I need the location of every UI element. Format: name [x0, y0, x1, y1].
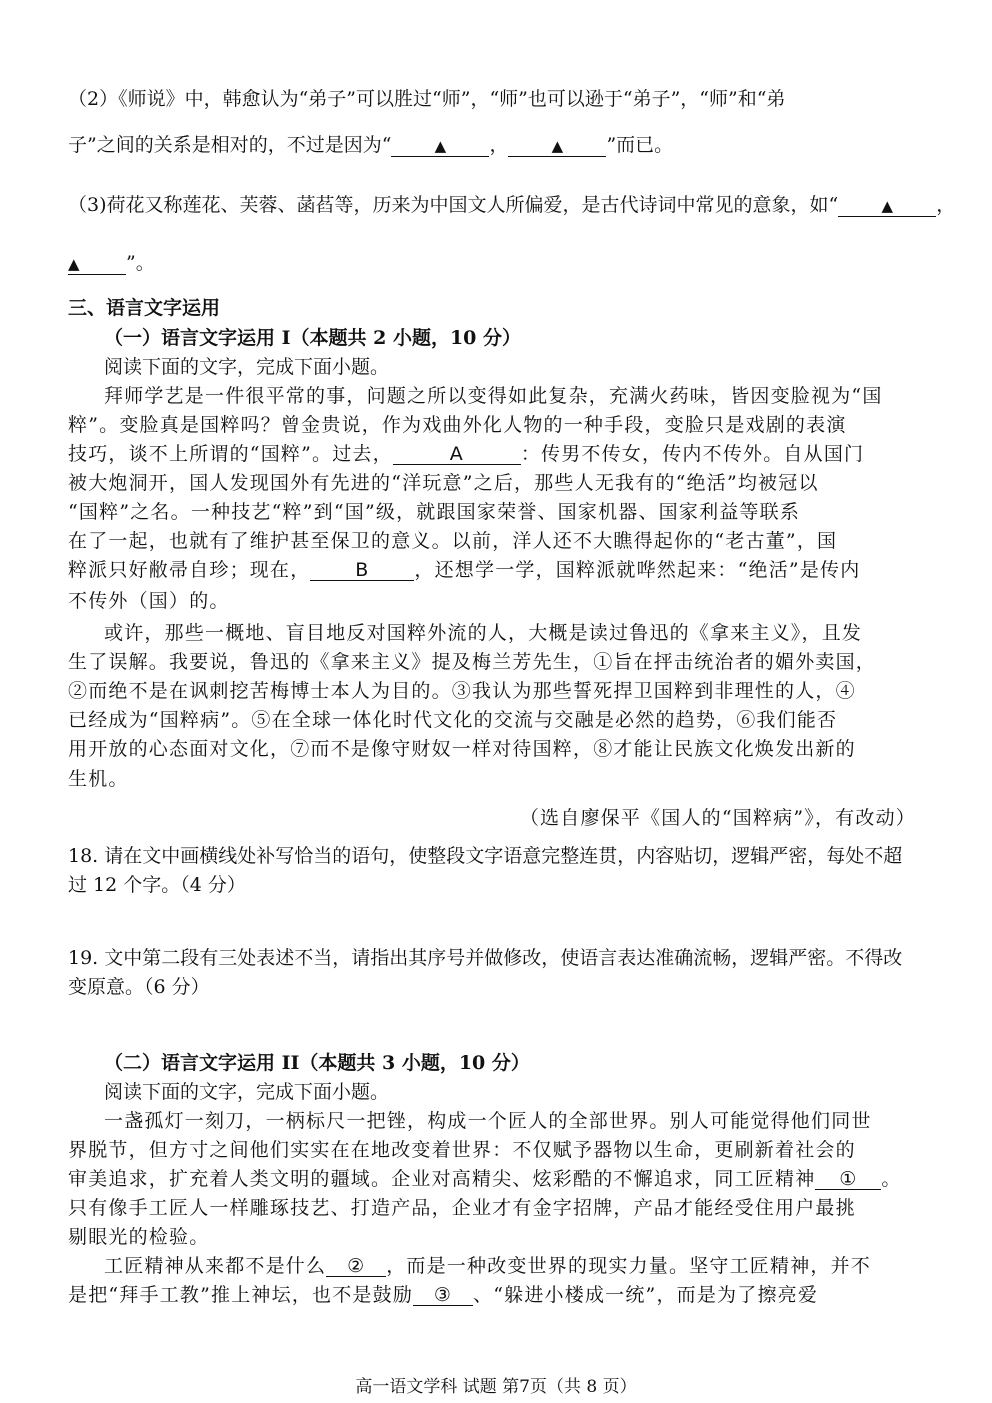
passage-line [68, 1166, 902, 1192]
blank-2[interactable]: ② [326, 1256, 386, 1277]
q3-text-end2: ”。 [126, 252, 155, 274]
section-title: 三、语言文字运用 [68, 297, 221, 319]
q19-line2: 变原意。（6 分） [68, 976, 210, 998]
passage-line [68, 441, 864, 467]
part2-title: （二）语言文字运用 II（本题共 3 小题，10 分） [104, 1052, 530, 1074]
passage-text: 、“躲进小楼成一统”，而是为了擦亮爱 [473, 1284, 819, 1306]
passage-line: 粹”。变脸真是国粹吗？曾金贵说，作为戏曲外化人物的一种手段，变脸只是戏剧的表演 [68, 414, 847, 436]
passage-text: 技巧，谈不上所谓的“国粹”。过去， [68, 443, 393, 465]
passage-line: 不传外（国）的。 [68, 590, 230, 612]
instruction-2: 阅读下面的文字，完成下面小题。 [104, 1081, 390, 1103]
passage-text: 。 [881, 1168, 902, 1190]
q18-line2: 过 12 个字。（4 分） [68, 874, 246, 896]
passage-line [68, 557, 860, 583]
passage-line: 生了误解。我要说，鲁迅的《拿来主义》提及梅兰芳先生，①旨在抨击统治者的媚外卖国， [68, 651, 877, 673]
passage-line: 生机。 [68, 768, 129, 790]
passage-line: 拜师学艺是一件很平常的事，问题之所以变得如此复杂，充满火药味，皆因变脸视为“国 [104, 385, 883, 407]
answer-blank-3[interactable]: ▲ [838, 195, 936, 217]
passage-line: 只有像手工匠人一样雕琢技艺、打造产品，企业才有金字招牌，产品才能经受住用户最挑 [68, 1197, 856, 1219]
passage-line: 一盏孤灯一刻刀，一柄标尺一把锉，构成一个匠人的全部世界。别人可能觉得他们同世 [104, 1110, 872, 1132]
blank-1[interactable]: ① [815, 1169, 881, 1190]
q2-line2 [68, 132, 673, 158]
passage-text: 粹派只好敝帚自珍；现在， [68, 559, 311, 581]
passage-line: 剔眼光的检验。 [68, 1226, 210, 1248]
part1-title: （一）语言文字运用 I（本题共 2 小题，10 分） [104, 327, 522, 349]
page-footer: 高一语文学科 试题 第7页（共 8 页） [355, 1377, 637, 1397]
blank-b[interactable]: B [310, 560, 414, 581]
q3-text-end: ， [936, 194, 956, 216]
blank-a[interactable]: A [393, 444, 521, 465]
passage-text: ，还想学一学，国粹派就哗然起来：“绝活”是传内 [414, 559, 861, 581]
answer-blank-4[interactable]: ▲ [68, 253, 126, 275]
passage-line: 用开放的心态面对文化，⑦而不是像守财奴一样对待国粹，⑧才能让民族文化焕发出新的 [68, 738, 856, 760]
q2-text-c: ”而已。 [606, 134, 674, 156]
q18-line1: 18. 请在文中画横线处补写恰当的语句，使整段文字语意完整连贯，内容贴切，逻辑严密，每处不超 [68, 845, 903, 867]
answer-blank-1[interactable]: ▲ [391, 135, 489, 157]
passage-line: 已经成为“国粹病”。⑤在全球一体化时代文化的交流与交融是必然的趋势，⑥我们能否 [68, 709, 838, 731]
passage-line [104, 1253, 871, 1279]
passage-text: 审美追求，扩充着人类文明的疆域。企业对高精尖、炫彩酷的不懈追求，同工匠精神 [68, 1168, 816, 1190]
passage-line [68, 1282, 818, 1308]
q19-line1: 19. 文中第二段有三处表述不当，请指出其序号并做修改，使语言表达准确流畅，逻辑严密。不得改 [68, 947, 903, 969]
passage-text: 是把“拜手工教”推上神坛，也不是鼓励 [68, 1284, 414, 1306]
passage-line: 界脱节，但方寸之间他们实实在在地改变着世界：不仅赋予器物以生命，更刷新着社会的 [68, 1139, 856, 1161]
passage-line: 在了一起，也就有了维护甚至保卫的意义。以前，洋人还不大瞧得起你的“老古董”，国 [68, 530, 838, 552]
answer-blank-2[interactable]: ▲ [508, 135, 606, 157]
q3-text: （3)荷花又称莲花、芙蓉、菡萏等，历来为中国文人所偏爱，是古代诗词中常见的意象，如“ [68, 194, 839, 216]
source-citation: （选自廖保平《国人的“国粹病”》，有改动） [519, 807, 916, 829]
passage-text: ，而是一种改变世界的现实力量。坚守工匠精神，并不 [386, 1255, 872, 1277]
passage-line: 或许，那些一概地、盲目地反对国粹外流的人，大概是读过鲁迅的《拿来主义》，且发 [104, 622, 863, 644]
instruction-1: 阅读下面的文字，完成下面小题。 [104, 356, 390, 378]
passage-text: ：传男不传女，传内不传外。自从国门 [520, 443, 865, 465]
passage-line: 被大炮洞开，国人发现国外有先进的“洋玩意”之后，那些人无我有的“绝活”均被冠以 [68, 472, 819, 494]
passage-line: ②而绝不是在讽刺挖苦梅博士本人为目的。③我认为那些誓死捍卫国粹到非理性的人，④ [68, 680, 856, 702]
q2-text-b: ， [489, 134, 509, 156]
q2-text-a: 子”之间的关系是相对的，不过是因为“ [68, 134, 392, 156]
q3-line1 [68, 192, 955, 218]
passage-text: 工匠精神从来都不是什么 [104, 1255, 327, 1277]
q2-line1: （2）《师说》中，韩愈认为“弟子”可以胜过“师”，“师”也可以逊于“弟子”，“师”和“弟 [68, 88, 786, 110]
q3-line2 [68, 250, 155, 276]
passage-line: “国粹”之名。一种技艺“粹”到“国”级，就跟国家荣誉、国家机器、国家利益等联系 [68, 501, 801, 523]
blank-3[interactable]: ③ [413, 1285, 473, 1306]
